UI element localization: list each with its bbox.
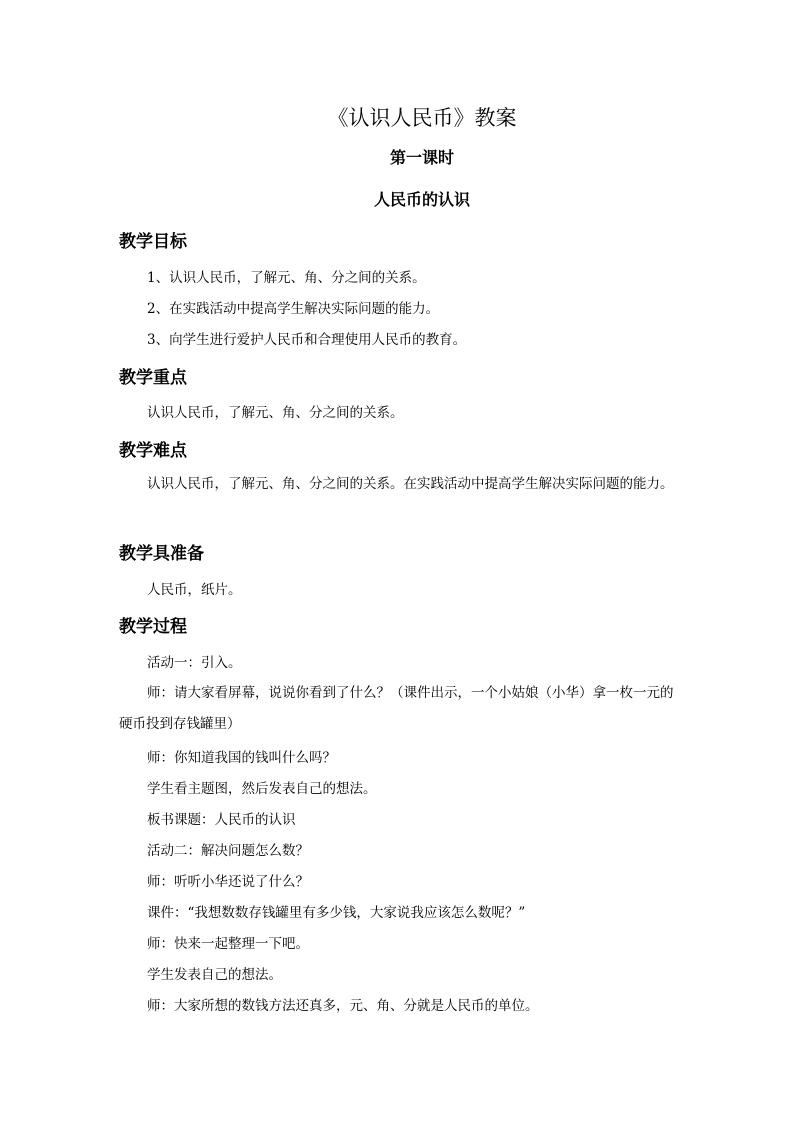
lesson-label: 第一课时 [389, 148, 454, 167]
difficulties-heading: 教学难点 [119, 441, 187, 461]
process-line: 师：快来一起整理一下吧。 [147, 936, 309, 952]
key-points-heading: 教学重点 [119, 368, 187, 388]
objective-item: 1、认识人民币，了解元、角、分之间的关系。 [147, 270, 426, 286]
process-line: 板书课题：人民币的认识 [147, 812, 296, 828]
objective-item: 2、在实践活动中提高学生解决实际问题的能力。 [147, 301, 440, 317]
document-title: 《认识人民币》教案 [327, 106, 517, 130]
process-line: 学生看主题图，然后发表自己的想法。 [147, 781, 377, 797]
key-points-text: 认识人民币，了解元、角、分之间的关系。 [147, 405, 404, 421]
process-line: 课件：“我想数数存钱罐里有多少钱，大家说我应该怎么数呢？” [147, 905, 526, 921]
process-line: 师：大家所想的数钱方法还真多，元、角、分就是人民币的单位。 [147, 998, 539, 1014]
process-heading: 教学过程 [119, 617, 187, 637]
materials-heading: 教学具准备 [119, 544, 204, 564]
process-line: 学生发表自己的想法。 [147, 967, 282, 983]
difficulties-text: 认识人民币，了解元、角、分之间的关系。在实践活动中提高学生解决实际问题的能力。 [147, 476, 674, 492]
process-line: 师：听听小华还说了什么？ [147, 874, 309, 890]
process-line: 活动二：解决问题怎么数？ [147, 843, 309, 859]
objective-item: 3、向学生进行爱护人民币和合理使用人民币的教育。 [147, 332, 467, 348]
process-line: 师：你知道我国的钱叫什么吗？ [147, 750, 336, 766]
lesson-subtitle: 人民币的认识 [373, 190, 470, 209]
objectives-heading: 教学目标 [119, 232, 187, 252]
materials-text: 人民币，纸片。 [147, 582, 242, 598]
process-line: 师：请大家看屏幕，说说你看到了什么？（课件出示，一个小姑娘（小华）拿一枚一元的硬币投到存钱罐里） [119, 685, 674, 732]
process-line: 活动一：引入。 [147, 655, 242, 671]
